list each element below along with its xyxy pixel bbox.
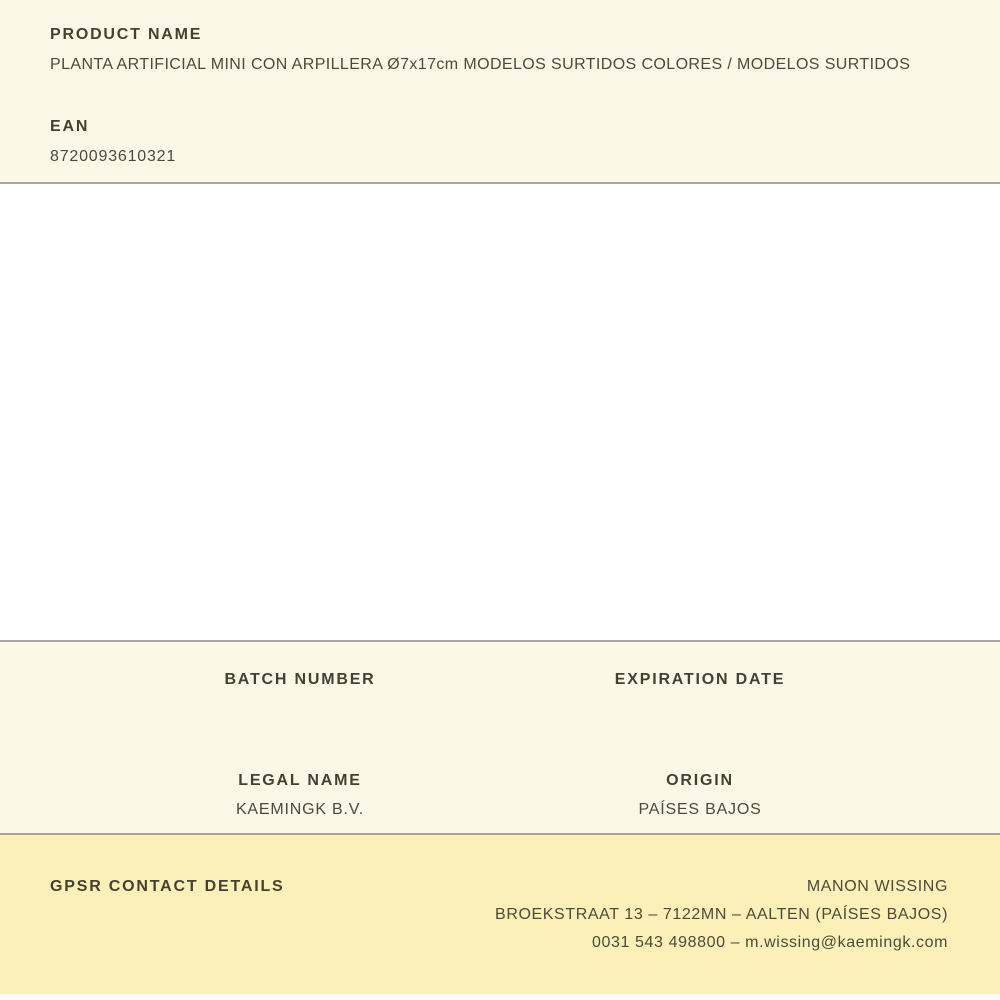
contact-address: BROEKSTRAAT 13 – 7122MN – AALTEN (PAÍSES BAJOS) — [495, 906, 948, 923]
product-name-label: PRODUCT NAME — [50, 26, 203, 43]
product-header-section — [0, 0, 1000, 184]
details-section — [0, 642, 1000, 835]
contact-lines — [495, 873, 948, 957]
contact-phone-email: 0031 543 498800 – m.wissing@kaemingk.com — [592, 934, 948, 951]
legal-name-cell — [100, 772, 500, 819]
product-name-value: PLANTA ARTIFICIAL MINI CON ARPILLERA Ø7x17cm MODELOS SURTIDOS COLORES / MODELOS SURTIDOS — [50, 56, 911, 73]
expiration-date-cell — [500, 671, 900, 700]
gpsr-contact-heading: GPSR CONTACT DETAILS — [50, 878, 285, 895]
legal-name-label: LEGAL NAME — [238, 772, 362, 789]
legal-name-value: KAEMINGK B.V. — [235, 801, 365, 818]
ean-label: EAN — [50, 118, 90, 135]
origin-label: ORIGIN — [666, 772, 734, 789]
origin-value: PAÍSES BAJOS — [638, 801, 762, 818]
expiration-date-label: EXPIRATION DATE — [614, 671, 786, 688]
details-row-batch-expiration — [100, 671, 900, 700]
ean-value: 8720093610321 — [50, 148, 177, 165]
batch-number-cell — [100, 671, 500, 700]
contact-person: MANON WISSING — [806, 878, 948, 895]
origin-cell — [500, 772, 900, 819]
batch-number-label: BATCH NUMBER — [224, 671, 376, 688]
gpsr-contact-section — [0, 835, 1000, 994]
blank-area — [0, 184, 1000, 642]
details-row-legal-origin — [100, 772, 900, 819]
